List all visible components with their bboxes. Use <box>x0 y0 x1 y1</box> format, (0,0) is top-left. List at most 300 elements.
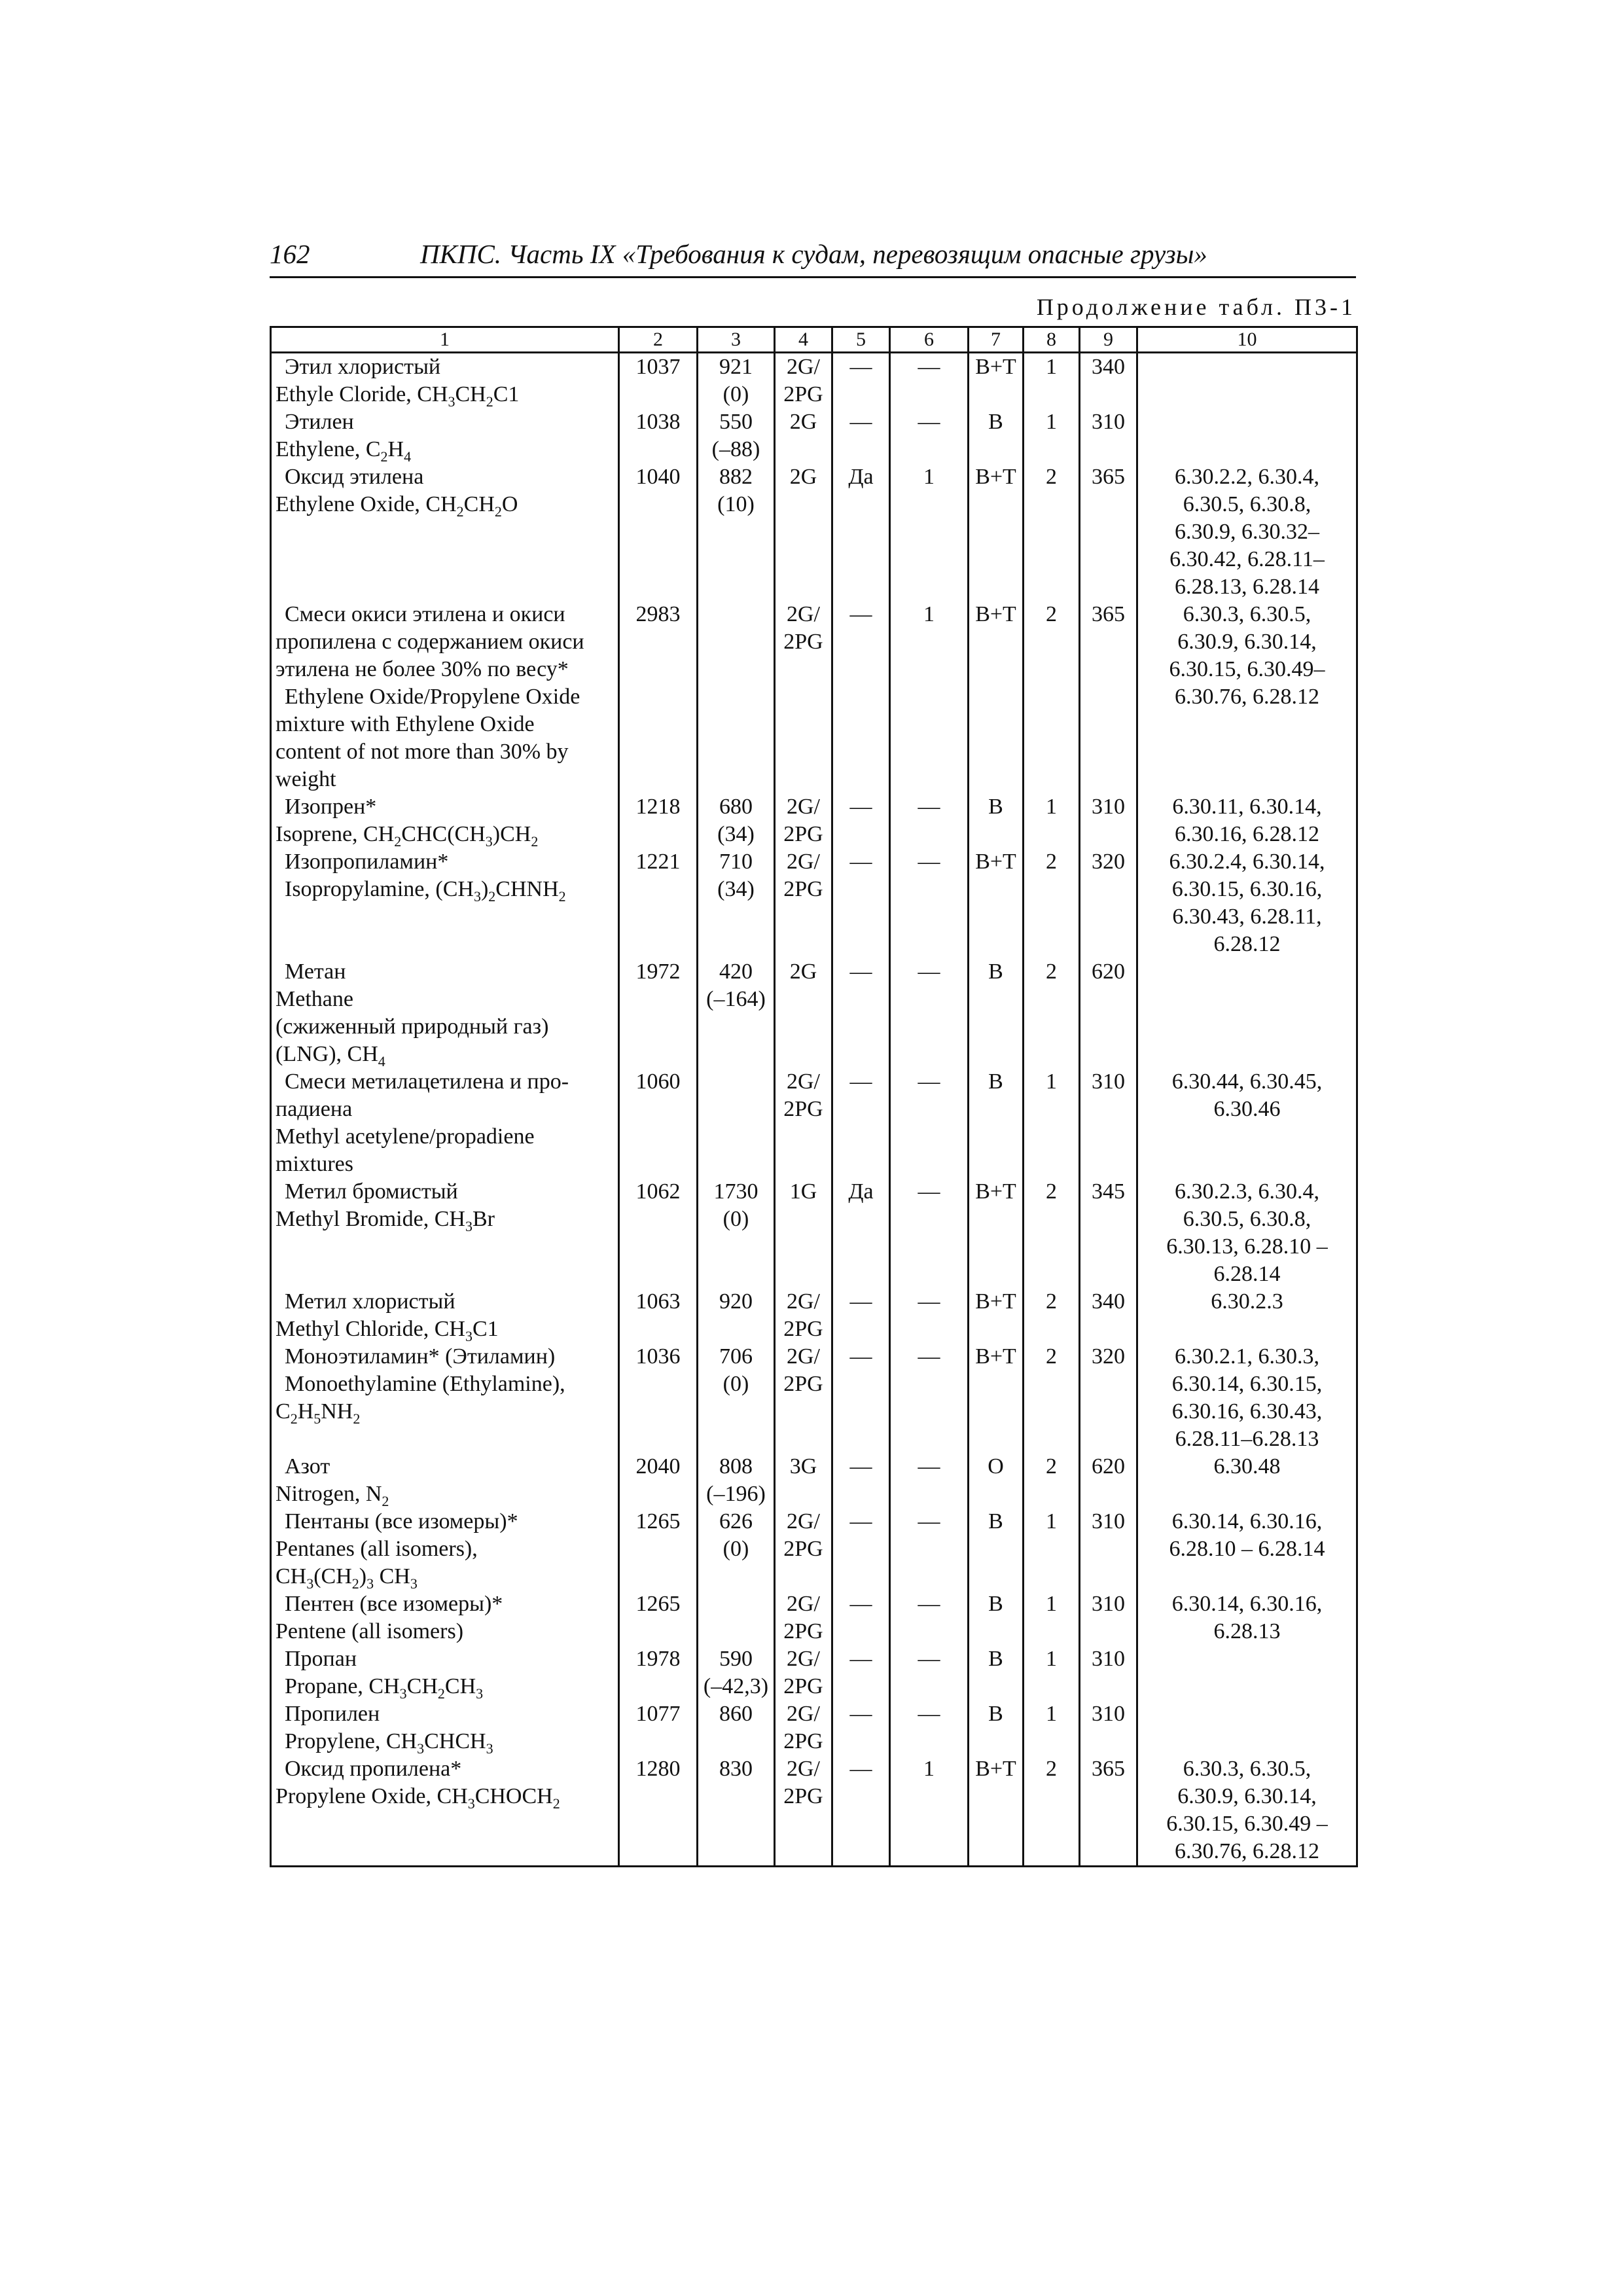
column-header: 7 <box>969 327 1024 353</box>
running-title: ПКПС. Часть IX «Требования к судам, перевозящим опасные грузы» <box>420 239 1207 269</box>
cell-line: 2 <box>1046 1757 1057 1781</box>
cell-line: — <box>918 355 940 379</box>
cell-8 <box>1024 601 1080 793</box>
special-requirements-cell <box>1137 463 1357 601</box>
cell-line: 310 <box>1092 1069 1125 1094</box>
cell-line: 2G/ <box>787 1647 820 1671</box>
capacity-cell <box>698 601 775 793</box>
cell-6 <box>890 408 969 463</box>
table-row <box>271 601 1357 793</box>
formula-subscript: 2 <box>531 833 539 850</box>
product-name-cell <box>271 1178 619 1288</box>
formula-text: CH <box>406 1674 438 1698</box>
cell-line: 2 <box>1046 602 1057 626</box>
cell-line: — <box>849 1289 872 1314</box>
cell-line: 1037 <box>635 355 681 379</box>
cell-line: 2G/ <box>787 1289 820 1314</box>
cell-line: 1 <box>923 1757 935 1781</box>
cell-7 <box>969 408 1024 463</box>
formula-subscript: 2 <box>437 1685 445 1702</box>
cell-line: — <box>849 1344 872 1369</box>
cell-7 <box>969 1755 1024 1867</box>
formula-text: CHCH <box>424 1729 486 1753</box>
product-name-line: Пентаны (все изомеры)* <box>285 1509 518 1534</box>
cell-7 <box>969 848 1024 958</box>
special-requirements-cell <box>1137 353 1357 409</box>
cell-9 <box>1080 353 1137 409</box>
cell-line: 2PG <box>783 1784 823 1808</box>
table-row <box>271 1288 1357 1343</box>
column-header: 5 <box>832 327 890 353</box>
cell-6 <box>890 1178 969 1288</box>
product-name-line <box>276 876 615 903</box>
header-row <box>271 327 1357 353</box>
cell-7 <box>969 1288 1024 1343</box>
cell-line: (0) <box>722 1207 749 1231</box>
page-number: 162 <box>270 239 310 269</box>
capacity-cell <box>698 1343 775 1453</box>
cell-7 <box>969 1178 1024 1288</box>
cell-line: — <box>918 410 940 434</box>
cell-line: 310 <box>1092 1592 1125 1616</box>
cell-6 <box>890 1755 969 1867</box>
cell-line: 2983 <box>635 602 681 626</box>
column-header: 10 <box>1137 327 1357 353</box>
cell-7 <box>969 1068 1024 1178</box>
cell-line: 365 <box>1092 1757 1125 1781</box>
product-name-line <box>276 821 615 848</box>
cell-line: 2G/ <box>787 850 820 874</box>
un-number-cell <box>619 1453 698 1508</box>
formula-subscript: 3 <box>486 1740 493 1757</box>
cell-line: 1077 <box>635 1702 681 1726</box>
cell-line: 2G/ <box>787 795 820 819</box>
cell-line: 1265 <box>635 1509 681 1534</box>
table-row <box>271 848 1357 958</box>
product-name-line: Метан <box>285 960 346 984</box>
cell-5 <box>832 1068 890 1178</box>
cell-line: 2PG <box>783 1097 823 1121</box>
cell-line: B <box>988 960 1003 984</box>
cell-line: 2G <box>789 465 817 489</box>
column-header: 1 <box>271 327 619 353</box>
cell-line: — <box>918 1647 940 1671</box>
ship-type-cell <box>775 1343 832 1453</box>
ship-type-cell <box>775 1645 832 1700</box>
table-row <box>271 1700 1357 1755</box>
cell-5 <box>832 463 890 601</box>
table-row <box>271 1453 1357 1508</box>
cell-line: — <box>918 1069 940 1094</box>
cell-line: 2G <box>789 960 817 984</box>
formula-subscript: 3 <box>399 1685 407 1702</box>
cell-line: 345 <box>1092 1179 1125 1204</box>
special-requirements-cell <box>1137 408 1357 463</box>
cell-8 <box>1024 1755 1080 1867</box>
cell-line: 6.30.15, 6.30.49– <box>1169 657 1325 681</box>
table-row <box>271 1508 1357 1590</box>
product-name-cell <box>271 1068 619 1178</box>
product-name-line: Этил хлористый <box>285 355 441 379</box>
cell-line: 1060 <box>635 1069 681 1094</box>
product-name-cell <box>271 793 619 848</box>
cell-line: — <box>849 1069 872 1094</box>
cell-line: 1 <box>1046 355 1057 379</box>
product-name-line <box>276 1316 615 1343</box>
cell-line: — <box>918 1344 940 1369</box>
product-name-line: Пропан <box>285 1647 357 1671</box>
formula-text: Ethylene Oxide, CH <box>276 492 457 516</box>
cell-line: 420 <box>719 960 753 984</box>
un-number-cell <box>619 958 698 1068</box>
cell-line: 2 <box>1046 1289 1057 1314</box>
special-requirements-cell <box>1137 958 1357 1068</box>
un-number-cell <box>619 1288 698 1343</box>
product-name-line <box>276 1041 615 1068</box>
cell-line: 310 <box>1092 795 1125 819</box>
cell-line: — <box>918 850 940 874</box>
cell-8 <box>1024 1288 1080 1343</box>
product-name-cell <box>271 408 619 463</box>
cell-line: 1038 <box>635 410 681 434</box>
capacity-cell <box>698 408 775 463</box>
ship-type-cell <box>775 601 832 793</box>
cell-line: 2PG <box>783 822 823 846</box>
cell-6 <box>890 848 969 958</box>
table-caption: Продолжение табл. П3-1 <box>1036 294 1356 320</box>
product-name-line <box>276 1480 615 1508</box>
special-requirements-cell <box>1137 601 1357 793</box>
page-header <box>270 234 1356 278</box>
formula-text: (LNG), CH <box>276 1042 378 1066</box>
formula-text: Isoprene, CH <box>276 822 395 846</box>
cell-6 <box>890 1343 969 1453</box>
product-name-line <box>276 1673 615 1700</box>
cell-7 <box>969 1700 1024 1755</box>
cell-line: B+T <box>975 1757 1016 1781</box>
cell-7 <box>969 1508 1024 1590</box>
column-header: 2 <box>619 327 698 353</box>
cell-line: 1 <box>1046 1069 1057 1094</box>
capacity-cell <box>698 1590 775 1645</box>
special-requirements-cell <box>1137 1453 1357 1508</box>
cell-line: 6.30.14, 6.30.16, <box>1171 1509 1323 1534</box>
formula-subscript: 2 <box>290 1410 298 1427</box>
cell-8 <box>1024 1343 1080 1453</box>
special-requirements-cell <box>1137 1700 1357 1755</box>
capacity-cell <box>698 1755 775 1867</box>
un-number-cell <box>619 408 698 463</box>
cell-line: 1978 <box>635 1647 681 1671</box>
capacity-cell <box>698 1288 775 1343</box>
cell-7 <box>969 601 1024 793</box>
cell-8 <box>1024 958 1080 1068</box>
formula-subscript: 2 <box>380 448 388 465</box>
cell-line: 2 <box>1046 1344 1057 1369</box>
cell-line: 2G/ <box>787 1757 820 1781</box>
formula-subscript: 3 <box>306 1575 314 1592</box>
product-name-cell <box>271 1645 619 1700</box>
cell-line: 6.28.10 – 6.28.14 <box>1169 1537 1325 1561</box>
table-row <box>271 1645 1357 1700</box>
cell-line: — <box>918 1509 940 1534</box>
cell-line: 1280 <box>635 1757 681 1781</box>
formula-text: (CH <box>313 1564 352 1588</box>
cell-line: 1972 <box>635 960 681 984</box>
formula-text: CH <box>444 1674 476 1698</box>
cell-line: B <box>988 795 1003 819</box>
cargo-table <box>270 326 1358 1867</box>
product-name-line: Оксид этилена <box>285 465 424 489</box>
formula-text: H <box>297 1399 314 1424</box>
table-row <box>271 793 1357 848</box>
capacity-cell <box>698 1068 775 1178</box>
cell-line: (34) <box>717 877 755 901</box>
cell-line: 6.28.14 <box>1213 1262 1281 1286</box>
cell-line: 1 <box>923 602 935 626</box>
capacity-cell <box>698 1645 775 1700</box>
cell-line: 626 <box>719 1509 753 1534</box>
cell-8 <box>1024 1590 1080 1645</box>
capacity-cell <box>698 848 775 958</box>
table-row <box>271 1178 1357 1288</box>
cell-line: 1036 <box>635 1344 681 1369</box>
cell-5 <box>832 958 890 1068</box>
formula-text: ) <box>480 877 489 901</box>
cell-7 <box>969 1645 1024 1700</box>
cell-line: 1 <box>1046 1592 1057 1616</box>
product-name-cell <box>271 1288 619 1343</box>
cell-9 <box>1080 1508 1137 1590</box>
cell-line: 1265 <box>635 1592 681 1616</box>
cell-line: 6.28.13, 6.28.14 <box>1175 575 1319 599</box>
cell-line: 620 <box>1092 960 1125 984</box>
cell-line: 6.30.42, 6.28.11– <box>1169 547 1325 571</box>
product-name-cell <box>271 1590 619 1645</box>
table-row <box>271 1590 1357 1645</box>
column-header: 8 <box>1024 327 1080 353</box>
product-name-line: Этилен <box>285 410 354 434</box>
table-row <box>271 463 1357 601</box>
cell-5 <box>832 1453 890 1508</box>
formula-subscript: 2 <box>382 1492 389 1509</box>
cell-line: 2 <box>1046 1179 1057 1204</box>
cell-line: — <box>918 1289 940 1314</box>
cell-line: — <box>918 1592 940 1616</box>
product-name-line: Pentene (all isomers) <box>276 1619 464 1643</box>
product-name-line: content of not more than 30% by <box>276 740 569 764</box>
cell-line: 6.30.2.4, 6.30.14, <box>1169 850 1325 874</box>
product-name-cell <box>271 1343 619 1453</box>
cell-7 <box>969 1343 1024 1453</box>
cell-line: 921 <box>719 355 753 379</box>
cell-line: 6.30.44, 6.30.45, <box>1171 1069 1323 1094</box>
cell-9 <box>1080 408 1137 463</box>
cell-line: 6.30.15, 6.30.49 – <box>1166 1812 1328 1836</box>
cell-line: (0) <box>722 382 749 406</box>
product-name-line: (сжиженный природный газ) <box>276 1014 549 1039</box>
formula-subscript: 2 <box>351 1575 359 1592</box>
product-name-line: weight <box>276 767 336 791</box>
product-name-line: Пентен (все изомеры)* <box>285 1592 503 1616</box>
special-requirements-cell <box>1137 848 1357 958</box>
formula-subscript: 2 <box>394 833 402 850</box>
product-name-cell <box>271 463 619 601</box>
cell-8 <box>1024 1453 1080 1508</box>
ship-type-cell <box>775 408 832 463</box>
product-name-line <box>276 1728 615 1755</box>
cell-9 <box>1080 1590 1137 1645</box>
product-name-cell <box>271 1508 619 1590</box>
cell-line: — <box>849 355 872 379</box>
product-name-line: Азот <box>285 1454 330 1479</box>
cell-line: 6.30.16, 6.28.12 <box>1175 822 1319 846</box>
cell-line: 2040 <box>635 1454 681 1479</box>
cell-line: B+T <box>975 1289 1016 1314</box>
formula-subscript: 4 <box>404 448 412 465</box>
formula-text: Methyl Bromide, CH <box>276 1207 465 1231</box>
table-row <box>271 408 1357 463</box>
cell-line: B+T <box>975 850 1016 874</box>
cell-line: 1G <box>789 1179 817 1204</box>
special-requirements-cell <box>1137 1645 1357 1700</box>
cell-line: 310 <box>1092 1647 1125 1671</box>
cell-8 <box>1024 1508 1080 1590</box>
cell-line: 6.30.76, 6.28.12 <box>1175 1839 1319 1863</box>
cell-line: 2 <box>1046 465 1057 489</box>
formula-subscript: 3 <box>410 1575 418 1592</box>
formula-text: Nitrogen, N <box>276 1482 382 1506</box>
cell-9 <box>1080 463 1137 601</box>
cell-9 <box>1080 1700 1137 1755</box>
cell-5 <box>832 848 890 958</box>
cell-line: 2G/ <box>787 1592 820 1616</box>
cell-line: 620 <box>1092 1454 1125 1479</box>
cell-line: 3G <box>789 1454 817 1479</box>
cell-8 <box>1024 408 1080 463</box>
cell-line: (10) <box>717 492 755 516</box>
cell-line: B <box>988 1069 1003 1094</box>
cell-line: 2G/ <box>787 602 820 626</box>
table-row <box>271 1343 1357 1453</box>
cell-line: 860 <box>719 1702 753 1726</box>
cell-line: B+T <box>975 355 1016 379</box>
cell-line: 1218 <box>635 795 681 819</box>
cell-line: 1 <box>1046 1647 1057 1671</box>
table-body <box>271 353 1357 1867</box>
cell-9 <box>1080 958 1137 1068</box>
cell-line: (–42,3) <box>703 1674 769 1698</box>
cell-9 <box>1080 1068 1137 1178</box>
cell-5 <box>832 601 890 793</box>
ship-type-cell <box>775 353 832 409</box>
un-number-cell <box>619 601 698 793</box>
cell-9 <box>1080 1645 1137 1700</box>
product-name-cell <box>271 601 619 793</box>
capacity-cell <box>698 1508 775 1590</box>
cell-6 <box>890 1700 969 1755</box>
product-name-line: Оксид пропилена* <box>285 1757 462 1781</box>
cell-line: 2PG <box>783 1674 823 1698</box>
special-requirements-cell <box>1137 793 1357 848</box>
cell-line: 340 <box>1092 355 1125 379</box>
cell-line: 6.30.2.3 <box>1211 1289 1283 1314</box>
cell-line: 6.30.3, 6.30.5, <box>1183 1757 1311 1781</box>
formula-subscript: 4 <box>378 1052 385 1069</box>
table-row <box>271 1755 1357 1867</box>
cell-line: 2PG <box>783 1537 823 1561</box>
cell-line: 6.30.2.2, 6.30.4, <box>1175 465 1319 489</box>
cell-line: 6.30.5, 6.30.8, <box>1183 1207 1311 1231</box>
ship-type-cell <box>775 1508 832 1590</box>
special-requirements-cell <box>1137 1590 1357 1645</box>
cell-line: 706 <box>719 1344 753 1369</box>
cell-8 <box>1024 1700 1080 1755</box>
formula-text: Propane, CH <box>285 1674 400 1698</box>
cell-5 <box>832 353 890 409</box>
cell-line: Да <box>848 465 874 489</box>
cell-line: 920 <box>719 1289 753 1314</box>
formula-subscript: 2 <box>488 888 496 905</box>
cell-line: 6.30.9, 6.30.14, <box>1177 630 1317 654</box>
un-number-cell <box>619 1508 698 1590</box>
cell-line: 2PG <box>783 1619 823 1643</box>
cell-line: (–196) <box>706 1482 766 1506</box>
column-header: 4 <box>775 327 832 353</box>
cell-line: 6.30.48 <box>1213 1454 1281 1479</box>
cell-line: B <box>988 410 1003 434</box>
formula-subscript: 2 <box>494 503 502 520</box>
formula-text: Br <box>472 1207 495 1231</box>
cell-line: 1 <box>1046 1702 1057 1726</box>
un-number-cell <box>619 463 698 601</box>
cell-line: 2G <box>789 410 817 434</box>
cell-line: 710 <box>719 850 753 874</box>
cell-8 <box>1024 1068 1080 1178</box>
un-number-cell <box>619 353 698 409</box>
cell-line: 1730 <box>713 1179 758 1204</box>
cell-5 <box>832 1508 890 1590</box>
product-name-line <box>276 1398 615 1426</box>
cell-line: 1040 <box>635 465 681 489</box>
special-requirements-cell <box>1137 1068 1357 1178</box>
product-name-line: Смеси метилацетилена и про- <box>285 1069 569 1094</box>
product-name-line: Monoethylamine (Ethylamine), <box>285 1372 565 1396</box>
cell-line: 310 <box>1092 1509 1125 1534</box>
cell-8 <box>1024 463 1080 601</box>
formula-subscript: 3 <box>485 833 493 850</box>
product-name-line: Pentanes (all isomers), <box>276 1537 478 1561</box>
cell-line: — <box>849 1509 872 1534</box>
cell-6 <box>890 1453 969 1508</box>
un-number-cell <box>619 1343 698 1453</box>
un-number-cell <box>619 1068 698 1178</box>
formula-subscript: 3 <box>473 888 481 905</box>
table-row <box>271 353 1357 409</box>
product-name-line <box>276 381 615 408</box>
capacity-cell <box>698 1700 775 1755</box>
special-requirements-cell <box>1137 1755 1357 1867</box>
cell-line: 2PG <box>783 630 823 654</box>
cell-7 <box>969 793 1024 848</box>
product-name-line <box>276 1783 615 1810</box>
cell-line: 6.30.43, 6.28.11, <box>1172 905 1322 929</box>
cell-7 <box>969 463 1024 601</box>
product-name-cell <box>271 353 619 409</box>
cell-line: 2 <box>1046 960 1057 984</box>
formula-subscript: 2 <box>456 503 464 520</box>
formula-text: C1 <box>472 1317 499 1341</box>
